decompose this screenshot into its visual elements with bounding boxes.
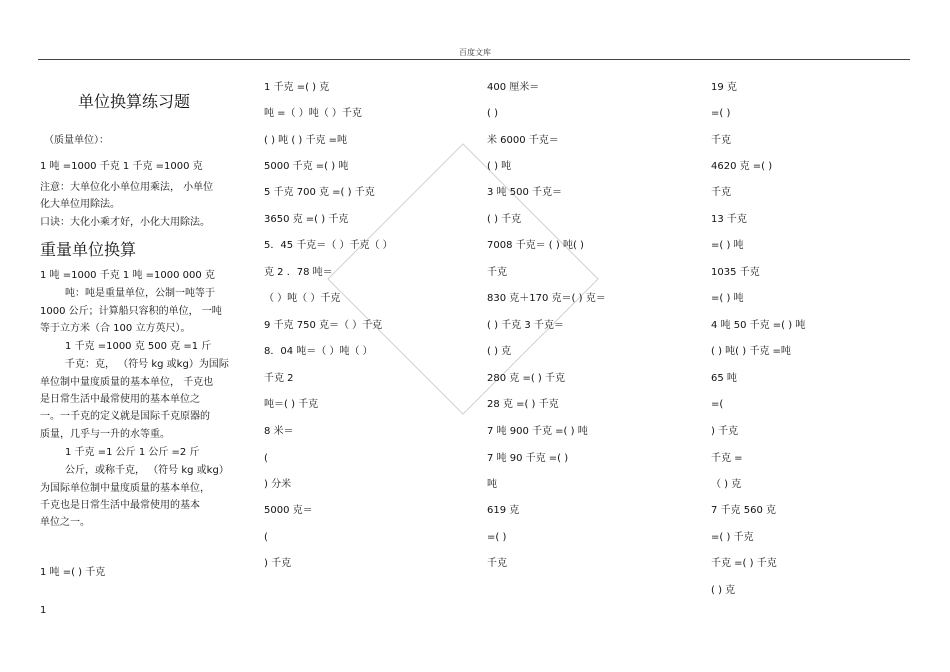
exercise-line: ( ) 千克 3 千克＝ xyxy=(487,320,564,331)
exercise-line: =( ) xyxy=(711,108,731,119)
exercise-line: 5000 克＝ xyxy=(264,505,313,516)
exercise-line: 400 厘米＝ xyxy=(487,82,540,93)
exercise-line: 吨＝( ) 千克 xyxy=(264,399,319,410)
text-line: 1 千克 =1 公斤 1 公斤 =2 斤 xyxy=(65,447,200,458)
exercise-line: 830 克＋170 克＝( ) 克＝ xyxy=(487,293,606,304)
text-line: 1 吨 =1000 千克 1 千克 =1000 克 xyxy=(40,161,203,172)
exercise-line: 28 克 =( ) 千克 xyxy=(487,399,559,410)
exercise-line: 吨 =（ ）吨（ ）千克 xyxy=(264,108,362,119)
page-header: 百度文库 xyxy=(459,48,491,57)
page-title: 单位换算练习题 xyxy=(78,92,191,111)
text-line: 质量，几乎与一升的水等重。 xyxy=(40,429,170,440)
text-line: 等于立方米（合 100 立方英尺）。 xyxy=(40,323,191,334)
exercise-line: 克 2 ．78 吨＝ xyxy=(264,267,333,278)
exercise-line: 7008 千克＝ ( ) 吨( ) xyxy=(487,240,584,251)
exercise-line: 米 6000 千克＝ xyxy=(487,135,559,146)
exercise-line: 吨 xyxy=(487,479,497,490)
exercise-line: ( xyxy=(264,453,268,464)
text-line: 1 吨 =1000 千克 1 吨 =1000 000 克 xyxy=(40,270,215,281)
exercise-line: 65 吨 xyxy=(711,373,737,384)
exercise-line: 8 米＝ xyxy=(264,426,294,437)
exercise-line: ( ) 克 xyxy=(711,585,736,596)
header-rule xyxy=(38,59,910,60)
exercise-line: 5．45 千克＝（ ）千克（ ） xyxy=(264,240,393,251)
exercise-line: 3 吨 500 千克＝ xyxy=(487,187,562,198)
exercise-line: 8．04 吨＝（ ）吨（ ） xyxy=(264,346,373,357)
exercise-line: 千克 xyxy=(487,558,507,569)
exercise-line: 5000 千克 =( ) 吨 xyxy=(264,161,349,172)
section-title: 重量单位换算 xyxy=(40,240,137,259)
exercise-line: ) 分米 xyxy=(264,479,292,490)
exercise-line: =( ) xyxy=(487,532,507,543)
exercise-line: 9 千克 750 克＝（ ）千克 xyxy=(264,320,383,331)
exercise-line: 280 克 =( ) 千克 xyxy=(487,373,565,384)
exercise-line: 619 克 xyxy=(487,505,520,516)
exercise-line: 千克 xyxy=(711,187,731,198)
exercise-line: ( ) xyxy=(487,108,498,119)
exercise-line: ) 千克 xyxy=(264,558,292,569)
text-line: 千克：克， （符号 kg 或kg）为国际 xyxy=(65,359,229,370)
exercise-line: ( ) 克 xyxy=(487,346,512,357)
text-line: 化大单位用除法。 xyxy=(40,199,120,210)
exercise-line: 19 克 xyxy=(711,82,737,93)
text-line: 单位之一。 xyxy=(40,517,90,528)
text-line: 注意：大单位化小单位用乘法， 小单位 xyxy=(40,182,214,193)
exercise-line: 5 千克 700 克 =( ) 千克 xyxy=(264,187,375,198)
exercise-line: 千克 2 xyxy=(264,373,294,384)
exercise-line: 4 吨 50 千克 =( ) 吨 xyxy=(711,320,806,331)
exercise-line: （ ）吨（ ）千克 xyxy=(264,293,341,304)
text-line: 公斤，或称千克， （符号 kg 或kg） xyxy=(65,465,229,476)
exercise-line: （ ) 克 xyxy=(711,479,742,490)
exercise-line: =( xyxy=(711,399,724,410)
text-line: （质量单位）： xyxy=(44,135,109,146)
exercise-line: 1035 千克 xyxy=(711,267,760,278)
page-number: 1 xyxy=(40,605,47,616)
exercise-line: ( ) 吨 xyxy=(487,161,512,172)
exercise-line: 7 吨 900 千克 =( ) 吨 xyxy=(487,426,588,437)
exercise-line: 13 千克 xyxy=(711,214,747,225)
text-line: 一。一千克的定义就是国际千克原器的 xyxy=(40,411,210,422)
exercise-line: =( ) 吨 xyxy=(711,293,744,304)
exercise-line: 3650 克 =( ) 千克 xyxy=(264,214,349,225)
exercise-line: 7 千克 560 克 xyxy=(711,505,776,516)
text-line: 为国际单位制中量度质量的基本单位， xyxy=(40,483,210,494)
exercise-line: 千克 = xyxy=(711,453,743,464)
exercise-line: 千克 =( ) 千克 xyxy=(711,558,777,569)
text-line: 1 吨 =( ) 千克 xyxy=(40,567,106,578)
text-line: 吨：吨是重量单位，公制一吨等于 xyxy=(65,288,215,299)
exercise-line: ( xyxy=(264,532,268,543)
exercise-line: =( ) 吨 xyxy=(711,240,744,251)
exercise-line: 4620 克 =( ) xyxy=(711,161,773,172)
text-line: 口诀：大化小乘才好，小化大用除法。 xyxy=(40,217,210,228)
exercise-line: ) 千克 xyxy=(711,426,739,437)
text-line: 单位制中量度质量的基本单位， 千克也 xyxy=(40,377,214,388)
exercise-line: 千克 xyxy=(711,135,731,146)
exercise-line: =( ) 千克 xyxy=(711,532,754,543)
text-line: 千克也是日常生活中最常使用的基本 xyxy=(40,500,200,511)
exercise-line: 1 千克 =( ) 克 xyxy=(264,82,330,93)
exercise-line: 千克 xyxy=(487,267,507,278)
text-line: 1000 公斤；计算船只容积的单位， 一吨 xyxy=(40,306,222,317)
exercise-line: 7 吨 90 千克 =( ) xyxy=(487,453,569,464)
exercise-line: ( ) 千克 xyxy=(487,214,522,225)
text-line: 1 千克 =1000 克 500 克 =1 斤 xyxy=(65,341,212,352)
text-line: 是日常生活中最常使用的基本单位之 xyxy=(40,394,200,405)
exercise-line: ( ) 吨( ) 千克 =吨 xyxy=(711,346,791,357)
exercise-line: ( ) 吨 ( ) 千克 =吨 xyxy=(264,135,348,146)
